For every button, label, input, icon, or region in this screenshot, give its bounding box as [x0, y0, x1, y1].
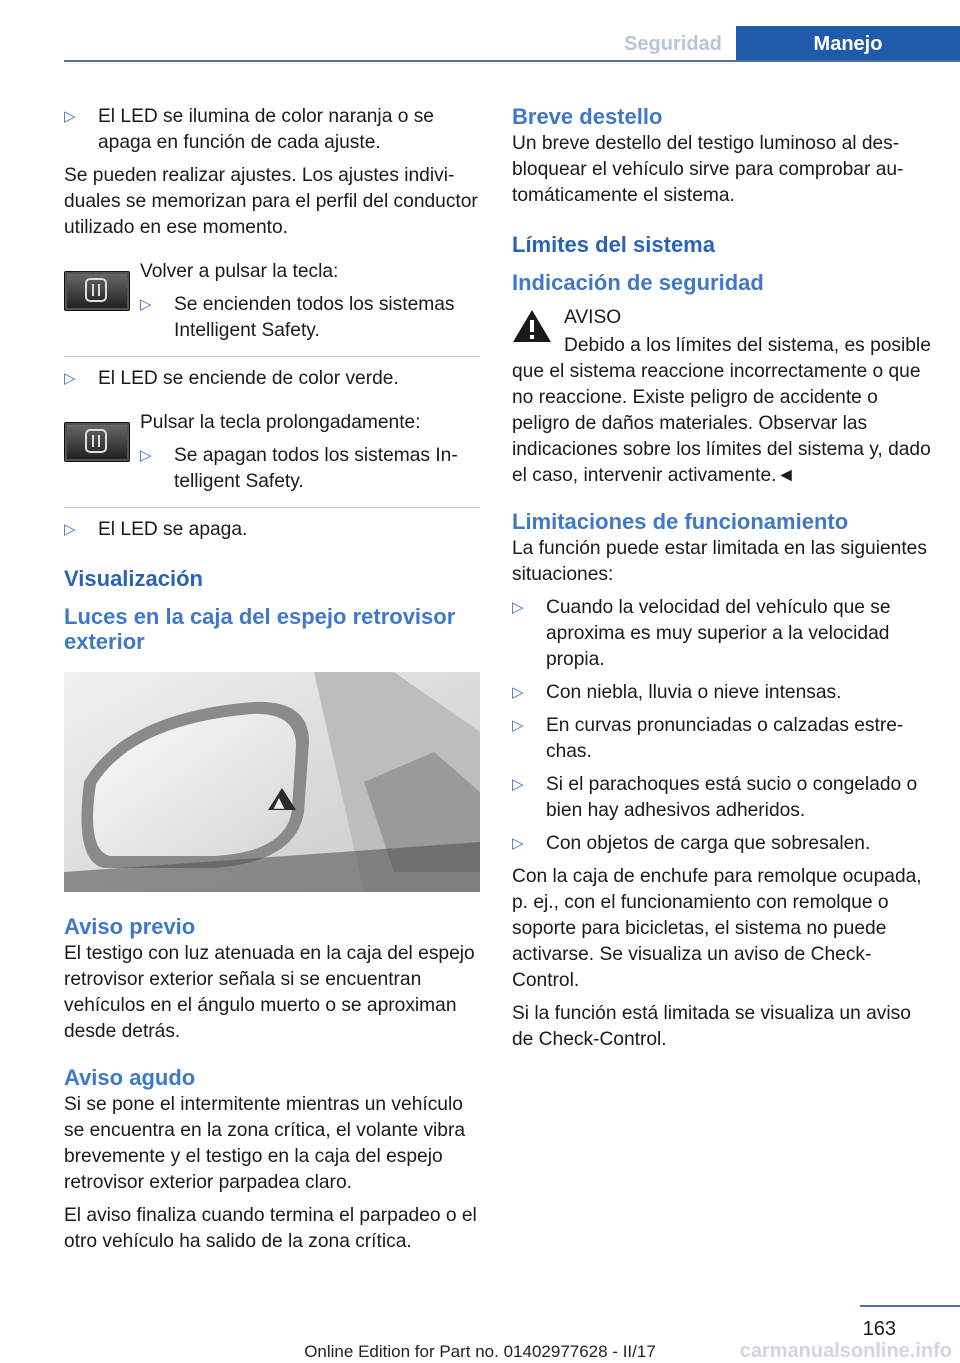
list-item: ▷ El LED se enciende de color verde.	[64, 366, 480, 392]
paragraph-aviso-previo: El testigo con luz atenuada en la caja del espejo retrovisor exterior señala si se encuentran vehículos en el ángulo muerto o se aproximan desde detrás.	[64, 943, 475, 1042]
list-item: ▷ El LED se apaga.	[64, 517, 480, 543]
triangle-right-icon: ▷	[140, 447, 152, 464]
warning-label: AVISO	[564, 307, 622, 328]
triangle-right-icon: ▷	[64, 521, 76, 538]
paragraph-ajustes: Se pueden realizar ajustes. Los ajustes individuales se memorizan para el perfil del conductor utilizado en ese momento.	[64, 165, 478, 238]
key-instruction-text: Volver a pulsar la tecla:	[140, 261, 339, 282]
side-mirror-image	[64, 672, 480, 892]
list-item: ▷ Si el parachoques está sucio o congelado o bien hay adhesivos adheridos.	[512, 774, 918, 821]
assist-button-icon	[64, 422, 130, 462]
header-rule	[64, 60, 960, 62]
right-column	[512, 104, 932, 1060]
paragraph-aviso-final: El aviso finaliza cuando termina el parpadeo o el otro vehículo ha salido de la zona crítica.	[64, 1205, 477, 1252]
triangle-right-icon: ▷	[64, 108, 76, 125]
triangle-right-icon: ▷	[64, 370, 76, 387]
list-item: ▷ Con niebla, lluvia o nieve intensas.	[512, 680, 932, 706]
heading-breve-destello: Breve destello	[512, 104, 663, 129]
triangle-right-icon: ▷	[512, 835, 524, 852]
list-item: ▷ Se apagan todos los sistemas Intelligent Safety.	[140, 445, 458, 492]
heading-indicacion: Indicación de seguridad	[512, 270, 764, 295]
heading-aviso-agudo: Aviso agudo	[64, 1065, 196, 1090]
triangle-right-icon: ▷	[140, 296, 152, 313]
paragraph-limitada: Si la función está limitada se visualiza un aviso de Check-Control.	[512, 1003, 911, 1050]
paragraph-aviso-agudo: Si se pone el intermitente mientras un vehículo se encuentra en la zona crítica, el volante vibra brevemente y el testigo en la caja del espejo retrovisor exterior parpadea claro.	[64, 1094, 466, 1193]
divider	[64, 356, 480, 357]
watermark: carmanualsonline.info	[739, 1340, 952, 1362]
list-item: ▷ Con objetos de carga que sobresalen.	[512, 831, 932, 857]
paragraph-limitaciones: La función puede estar limitada en las siguientes situaciones:	[512, 538, 927, 585]
heading-visualizacion: Visualización	[64, 566, 203, 591]
key-instruction-text: Pulsar la tecla prolongadamente:	[140, 412, 421, 433]
header-tab-manejo: Manejo	[736, 26, 960, 62]
heading-limites: Límites del sistema	[512, 232, 715, 257]
paragraph-remolque: Con la caja de enchufe para remolque ocupada, p. ej., con el funcionamiento con remolque o soporte para bicicletas, el sistema no puede activarse. Se visualiza un aviso de Check-Control.	[512, 866, 922, 991]
divider	[64, 507, 480, 508]
triangle-right-icon: ▷	[512, 717, 524, 734]
page-number: 163	[862, 1318, 896, 1340]
header-tab-seguridad: Seguridad	[624, 32, 722, 55]
list-item: ▷ El LED se ilumina de color naranja o se apaga en función de cada ajuste.	[64, 106, 434, 153]
left-column	[64, 104, 480, 1262]
footer-rule	[860, 1305, 960, 1307]
heading-aviso-previo: Aviso previo	[64, 914, 196, 939]
key-instruction	[64, 410, 480, 495]
heading-limitaciones: Limitaciones de funcionamiento	[512, 509, 849, 534]
list-item: ▷ En curvas pronunciadas o calzadas estrechas.	[512, 715, 904, 762]
triangle-right-icon: ▷	[512, 684, 524, 701]
triangle-right-icon: ▷	[512, 599, 524, 616]
list-item: ▷ Cuando la velocidad del vehículo que se aproxima es muy superior a la velocidad propia.	[512, 597, 891, 670]
list-item: ▷ Se encienden todos los sistemas Intelligent Safety.	[140, 294, 455, 341]
svg-text:▲: ▲	[273, 795, 285, 811]
heading-luces: Luces en la caja del espejo retrovisor exterior	[64, 604, 456, 654]
warning-triangle-icon	[512, 309, 552, 343]
assist-button-icon	[64, 271, 130, 311]
edition-line: Online Edition for Part no. 01402977628 - II/17	[304, 1342, 656, 1361]
mirror-illustration	[64, 672, 480, 892]
safety-warning	[512, 305, 932, 489]
warning-text: Debido a los límites del sistema, es posible que el sistema reaccione incorrectamente o que no reaccione. Existe peligro de accidente o peligro de daños materiales. Observar las indicaciones sobre los límites del sistema y, dado el caso, intervenir activamente.◄	[512, 335, 931, 486]
triangle-right-icon: ▷	[512, 776, 524, 793]
paragraph-breve: Un breve destello del testigo luminoso al desbloquear el vehículo sirve para comprobar automáticamente el sistema.	[512, 133, 904, 206]
key-instruction	[64, 259, 480, 344]
